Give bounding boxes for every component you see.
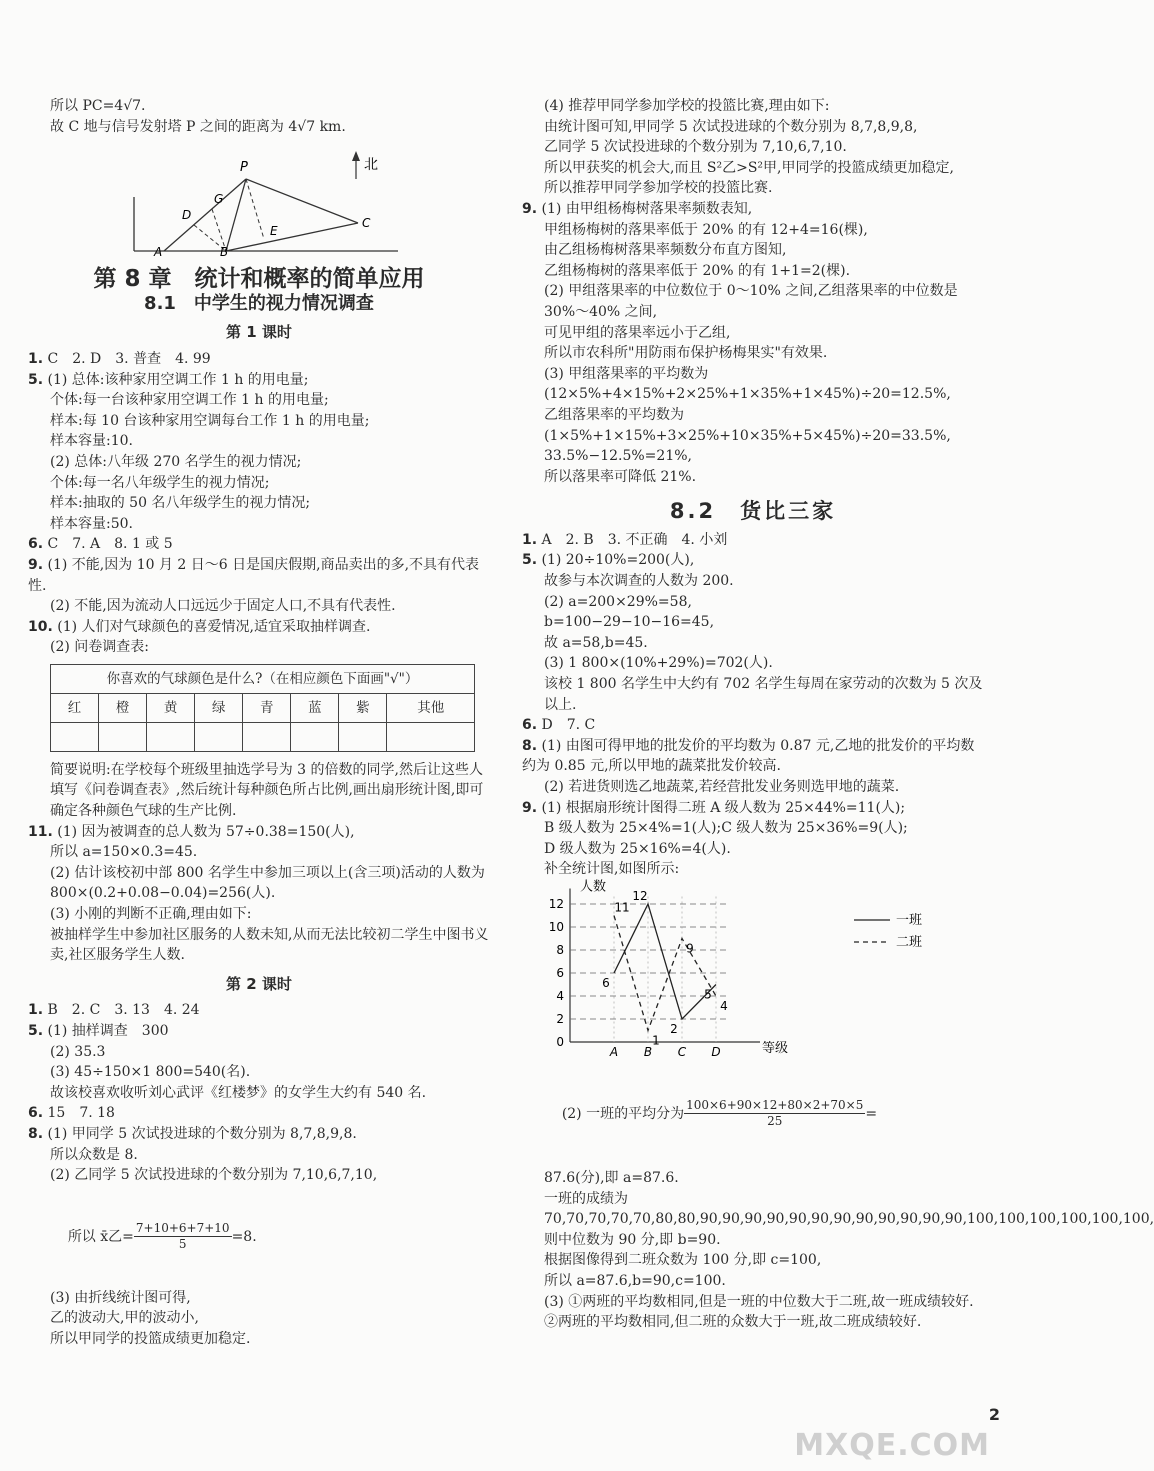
empty-cell: [195, 722, 243, 751]
answer-text: 所以众数是 8.: [50, 1146, 138, 1163]
empty-cell: [387, 722, 475, 751]
label-P: P: [240, 160, 248, 176]
answer-text: 补全统计图,如图所示:: [544, 861, 680, 878]
answer-text: 根据图像得到二班众数为 100 分,即 c=100,: [544, 1252, 822, 1269]
x-tick-label: D: [711, 1044, 721, 1059]
answer-text: 所以 a=150×0.3=45.: [50, 844, 198, 861]
data-label: 11: [614, 900, 630, 915]
answer-text: ②两班的平均数相同,但二班的众数大于一班,故二班成绩较好.: [544, 1314, 922, 1331]
color-cell: 绿: [195, 693, 243, 722]
fraction-line: [28, 1186, 490, 1288]
answer-text: (2) 一班的平均分为: [561, 1105, 685, 1122]
answer-text: (3) 由折线统计图可得,: [50, 1289, 191, 1306]
label-G: G: [214, 192, 224, 207]
answer-text: (4) 推荐甲同学参加学校的投篮比赛,理由如下:: [544, 98, 830, 114]
survey-table: [50, 664, 475, 752]
answer-text: 样本容量:50.: [50, 515, 133, 532]
y-tick-label: 4: [556, 988, 564, 1003]
answer-text: 所以市农科所"用防雨布保护杨梅果实"有效果.: [544, 345, 828, 362]
empty-cell: [339, 722, 387, 751]
data-label: 4: [720, 998, 728, 1013]
answer-text: D 级人数为 25×16%=4(人).: [544, 840, 731, 857]
color-cell: 青: [243, 693, 291, 722]
answer-text: 所以 a=87.6,b=90,c=100.: [544, 1272, 726, 1289]
answer-text: 简要说明:在学校每个班级里抽选学号为 3 的倍数的同学,然后让这些人填写《问卷调查表》,然后统计每种颜色所占比例,画出扇形统计图,即可确定各种颜色气球的生产比例.: [50, 761, 484, 820]
answer-text: 样本:每 10 台该种家用空调每台工作 1 h 的用电量;: [50, 412, 370, 429]
text-line: 故 C 地与信号发射塔 P 之间的距离为 4√7 km.: [50, 118, 346, 135]
answer-text: C 2. D 3. 普查 4. 99: [47, 350, 211, 367]
answer-text: 所以 x̄乙=: [67, 1228, 134, 1245]
question-number: 1.: [522, 531, 538, 548]
answer-text: (3) 1 800×(10%+29%)=702(人).: [544, 655, 773, 672]
x-tick-label: B: [643, 1044, 653, 1059]
answer-text: (2) 总体:八年级 270 名学生的视力情况;: [50, 453, 302, 470]
section-title: 8.2 货比三家: [669, 499, 837, 524]
question-number: 1.: [28, 350, 44, 367]
section-title: 8.1 中学生的视力情况调查: [144, 292, 374, 314]
answer-text: 样本容量:10.: [50, 433, 133, 450]
x-axis-label: 等级: [762, 1040, 789, 1056]
answer-text: 所以落果率可降低 21%.: [544, 468, 697, 485]
answer-text: B 级人数为 25×4%=1(人);C 级人数为 25×36%=9(人);: [544, 820, 908, 837]
y-tick-label: 0: [556, 1034, 564, 1049]
color-cell: 紫: [339, 693, 387, 722]
answer-text: (3) 45÷150×1 800=540(名).: [50, 1064, 251, 1081]
geometry-figure: [28, 139, 490, 260]
answer-text: 样本:抽取的 50 名八年级学生的视力情况;: [50, 495, 311, 512]
fraction-numerator: 7+10+6+7+10: [135, 1221, 230, 1236]
fraction: [684, 1098, 865, 1129]
answer-text: 所以甲同学的投篮成绩更加稳定.: [50, 1330, 251, 1347]
answer-text: (3) 甲组落果率的平均数为(12×5%+4×15%+2×25%+1×35%+1×45%)÷20=12.5%,: [544, 365, 951, 403]
answer-text: 故参与本次调查的人数为 200.: [544, 573, 734, 590]
answer-text: (2) 若进货则选乙地蔬菜,若经营批发业务则选甲地的蔬菜.: [544, 779, 900, 795]
empty-cell: [99, 722, 147, 751]
y-tick-label: 8: [556, 942, 564, 957]
answer-text: (2) 35.3: [50, 1043, 106, 1060]
data-label: 12: [632, 888, 648, 903]
answer-text: B 2. C 3. 13 4. 24: [47, 1002, 200, 1019]
question-number: 5.: [522, 552, 538, 569]
question-number: 5.: [28, 371, 44, 388]
x-tick-label: A: [609, 1044, 619, 1059]
label-E: E: [270, 224, 278, 239]
answer-text: (1) 20÷10%=200(人),: [541, 552, 695, 569]
label-A: A: [154, 245, 163, 260]
answer-text: 个体:每一台该种家用空调工作 1 h 的用电量;: [50, 392, 329, 409]
question-number: 9.: [28, 556, 44, 573]
answer-text: (2) 不能,因为流动人口远远少于固定人口,不具有代表性.: [50, 598, 396, 615]
answer-text: 个体:每一名八年级学生的视力情况;: [50, 474, 270, 491]
fraction-denominator: 5: [178, 1237, 187, 1252]
y-tick-label: 10: [548, 919, 564, 934]
answer-text: (1) 甲同学 5 次试投进球的个数分别为 8,7,8,9,8.: [47, 1125, 357, 1142]
fraction-denominator: 25: [767, 1114, 783, 1129]
answer-text: 87.6(分),即 a=87.6.: [544, 1169, 679, 1186]
answer-text: 故 a=58,b=45.: [544, 634, 648, 651]
empty-cell: [243, 722, 291, 751]
answer-text: (2) 甲组落果率的中位数位于 0～10% 之间,乙组落果率的中位数是 30%～40% 之间,: [544, 283, 963, 320]
fraction-numerator: 100×6+90×12+80×2+70×5: [686, 1098, 864, 1113]
survey-table-header: 你喜欢的气球颜色是什么?（在相应颜色下面画"√"）: [51, 664, 475, 693]
fraction: [134, 1221, 232, 1252]
question-number: 11.: [28, 823, 53, 840]
answer-text: D 7. C: [541, 717, 596, 734]
color-cell: 红: [51, 693, 99, 722]
legend-label: 一班: [896, 912, 923, 928]
x-tick-label: C: [677, 1044, 687, 1059]
y-tick-label: 12: [548, 896, 564, 911]
series-line: [614, 904, 716, 1019]
answer-text: 由乙组杨梅树落果率频数分布直方图知,: [544, 242, 787, 259]
answer-text: b=100−29−10−16=45,: [544, 614, 715, 631]
answer-text: (1) 由图可得甲地的批发价的平均数为 0.87 元,乙地的批发价的平均数约为 0.85 元,所以甲地的蔬菜批发价较高.: [522, 737, 975, 775]
answer-text: 乙的波动大,甲的波动小,: [50, 1310, 199, 1327]
answer-text: 故该校喜欢收听刘心武评《红楼梦》的女学生大约有 540 名.: [50, 1084, 427, 1101]
empty-cell: [147, 722, 195, 751]
data-label: 5: [704, 987, 712, 1002]
answer-text: 由统计图可知,甲同学 5 次试投进球的个数分别为 8,7,8,9,8,: [544, 118, 918, 135]
color-cell: 蓝: [291, 693, 339, 722]
answer-text: 15 7. 18: [47, 1105, 115, 1122]
answer-text: (2) 估计该校初中部 800 名学生中参加三项以上(含三项)活动的人数为 800×(0.2+0.08−0.04)=256(人).: [50, 864, 490, 902]
label-north: 北: [364, 157, 378, 174]
empty-cell: [291, 722, 339, 751]
data-label: 2: [670, 1021, 678, 1036]
fraction-line: [522, 1060, 984, 1168]
answer-text: 甲组杨梅树的落果率低于 20% 的有 12+4=16(棵),: [544, 221, 868, 238]
data-label: 1: [652, 1033, 660, 1048]
answer-text: (2) 乙同学 5 次试投进球的个数分别为 7,10,6,7,10,: [50, 1167, 378, 1184]
watermark: MXQE.COM: [794, 1428, 990, 1463]
lesson-title: 第 2 课时: [226, 974, 292, 993]
answer-text: 被抽样学生中参加社区服务的人数未知,从而无法比较初二学生中图书义卖,社区服务学生人数.: [50, 926, 489, 964]
data-label: 9: [686, 941, 694, 956]
answer-text: 该校 1 800 名学生中大约有 702 名学生每周在家劳动的次数为 5 次及以上.: [544, 676, 983, 713]
answer-text: (1) 不能,因为 10 月 2 日～6 日是国庆假期,商品卖出的多,不具有代表性.: [28, 556, 480, 594]
answer-text: 乙组杨梅树的落果率低于 20% 的有 1+1=2(棵).: [544, 262, 851, 279]
answer-text: 可见甲组的落果率远小于乙组,: [544, 324, 731, 341]
page-number: 2: [988, 1405, 1000, 1424]
data-label: 6: [602, 975, 610, 990]
answer-text: (1) 因为被调查的总人数为 57÷0.38=150(人),: [57, 823, 355, 840]
color-cell: 黄: [147, 693, 195, 722]
label-D: D: [182, 208, 192, 223]
y-tick-label: 2: [556, 1011, 564, 1026]
left-column: [28, 96, 490, 1350]
question-number: 6.: [28, 1105, 44, 1122]
question-number: 8.: [522, 737, 538, 754]
y-tick-label: 6: [556, 965, 564, 980]
answer-text: (1) 抽样调查 300: [47, 1023, 169, 1039]
label-C: C: [362, 216, 371, 231]
answer-text: (2) 问卷调查表:: [50, 639, 149, 656]
answer-text: (1) 根据扇形统计图得二班 A 级人数为 25×44%=11(人);: [541, 799, 906, 816]
answer-text: C 7. A 8. 1 或 5: [47, 536, 173, 553]
question-number: 6.: [28, 536, 44, 553]
answer-text: 一班的成绩为 70,70,70,70,70,80,80,90,90,90,90,90,90,90,90,90,90,90,90,100,100,100,100,100,100,则中位数为 90 分,即 b=90.: [544, 1190, 1154, 1248]
question-number: 5.: [28, 1023, 44, 1039]
answer-text: 所以甲获奖的机会大,而且 S²乙>S²甲,甲同学的投篮成绩更加稳定,: [544, 159, 954, 176]
lesson-title: 第 1 课时: [226, 323, 292, 342]
question-number: 8.: [28, 1125, 44, 1142]
color-cell: 橙: [99, 693, 147, 722]
right-column: [522, 96, 1154, 1333]
question-number: 9.: [522, 799, 538, 816]
answer-text: =8.: [231, 1228, 257, 1245]
question-number: 10.: [28, 618, 53, 635]
text-line: 所以 PC=4√7.: [50, 98, 146, 114]
question-number: 1.: [28, 1002, 44, 1019]
answer-text: (3) ①两班的平均数相同,但是一班的中位数大于二班,故一班成绩较好.: [544, 1293, 974, 1310]
label-B: B: [220, 245, 229, 260]
y-axis-label: 人数: [580, 879, 607, 895]
answer-text: 乙同学 5 次试投进球的个数分别为 7,10,6,7,10.: [544, 139, 847, 156]
answer-text: (1) 由甲组杨梅树落果率频数表知,: [541, 200, 753, 217]
question-number: 9.: [522, 200, 538, 217]
answer-text: (2) a=200×29%=58,: [544, 593, 692, 610]
answer-text: 乙组落果率的平均数为(1×5%+1×15%+3×25%+10×35%+5×45%)÷20=33.5%,: [544, 406, 951, 444]
answer-text: 所以推荐甲同学参加学校的投篮比赛.: [544, 180, 773, 197]
color-cell: 其他: [387, 693, 475, 722]
answer-text: 33.5%−12.5%=21%,: [544, 448, 692, 465]
legend-label: 二班: [896, 934, 923, 950]
answer-text: =: [865, 1105, 878, 1122]
answer-text: A 2. B 3. 不正确 4. 小刘: [541, 531, 728, 548]
chapter-title: 第 8 章 统计和概率的简单应用: [93, 266, 425, 293]
line-chart: [534, 880, 974, 1060]
question-number: 6.: [522, 717, 538, 734]
answer-text: (1) 人们对气球颜色的喜爱情况,适宜采取抽样调查.: [57, 618, 371, 635]
empty-cell: [51, 722, 99, 751]
answer-text: (3) 小刚的判断不正确,理由如下:: [50, 906, 252, 923]
answer-text: (1) 总体:该种家用空调工作 1 h 的用电量;: [47, 371, 309, 388]
